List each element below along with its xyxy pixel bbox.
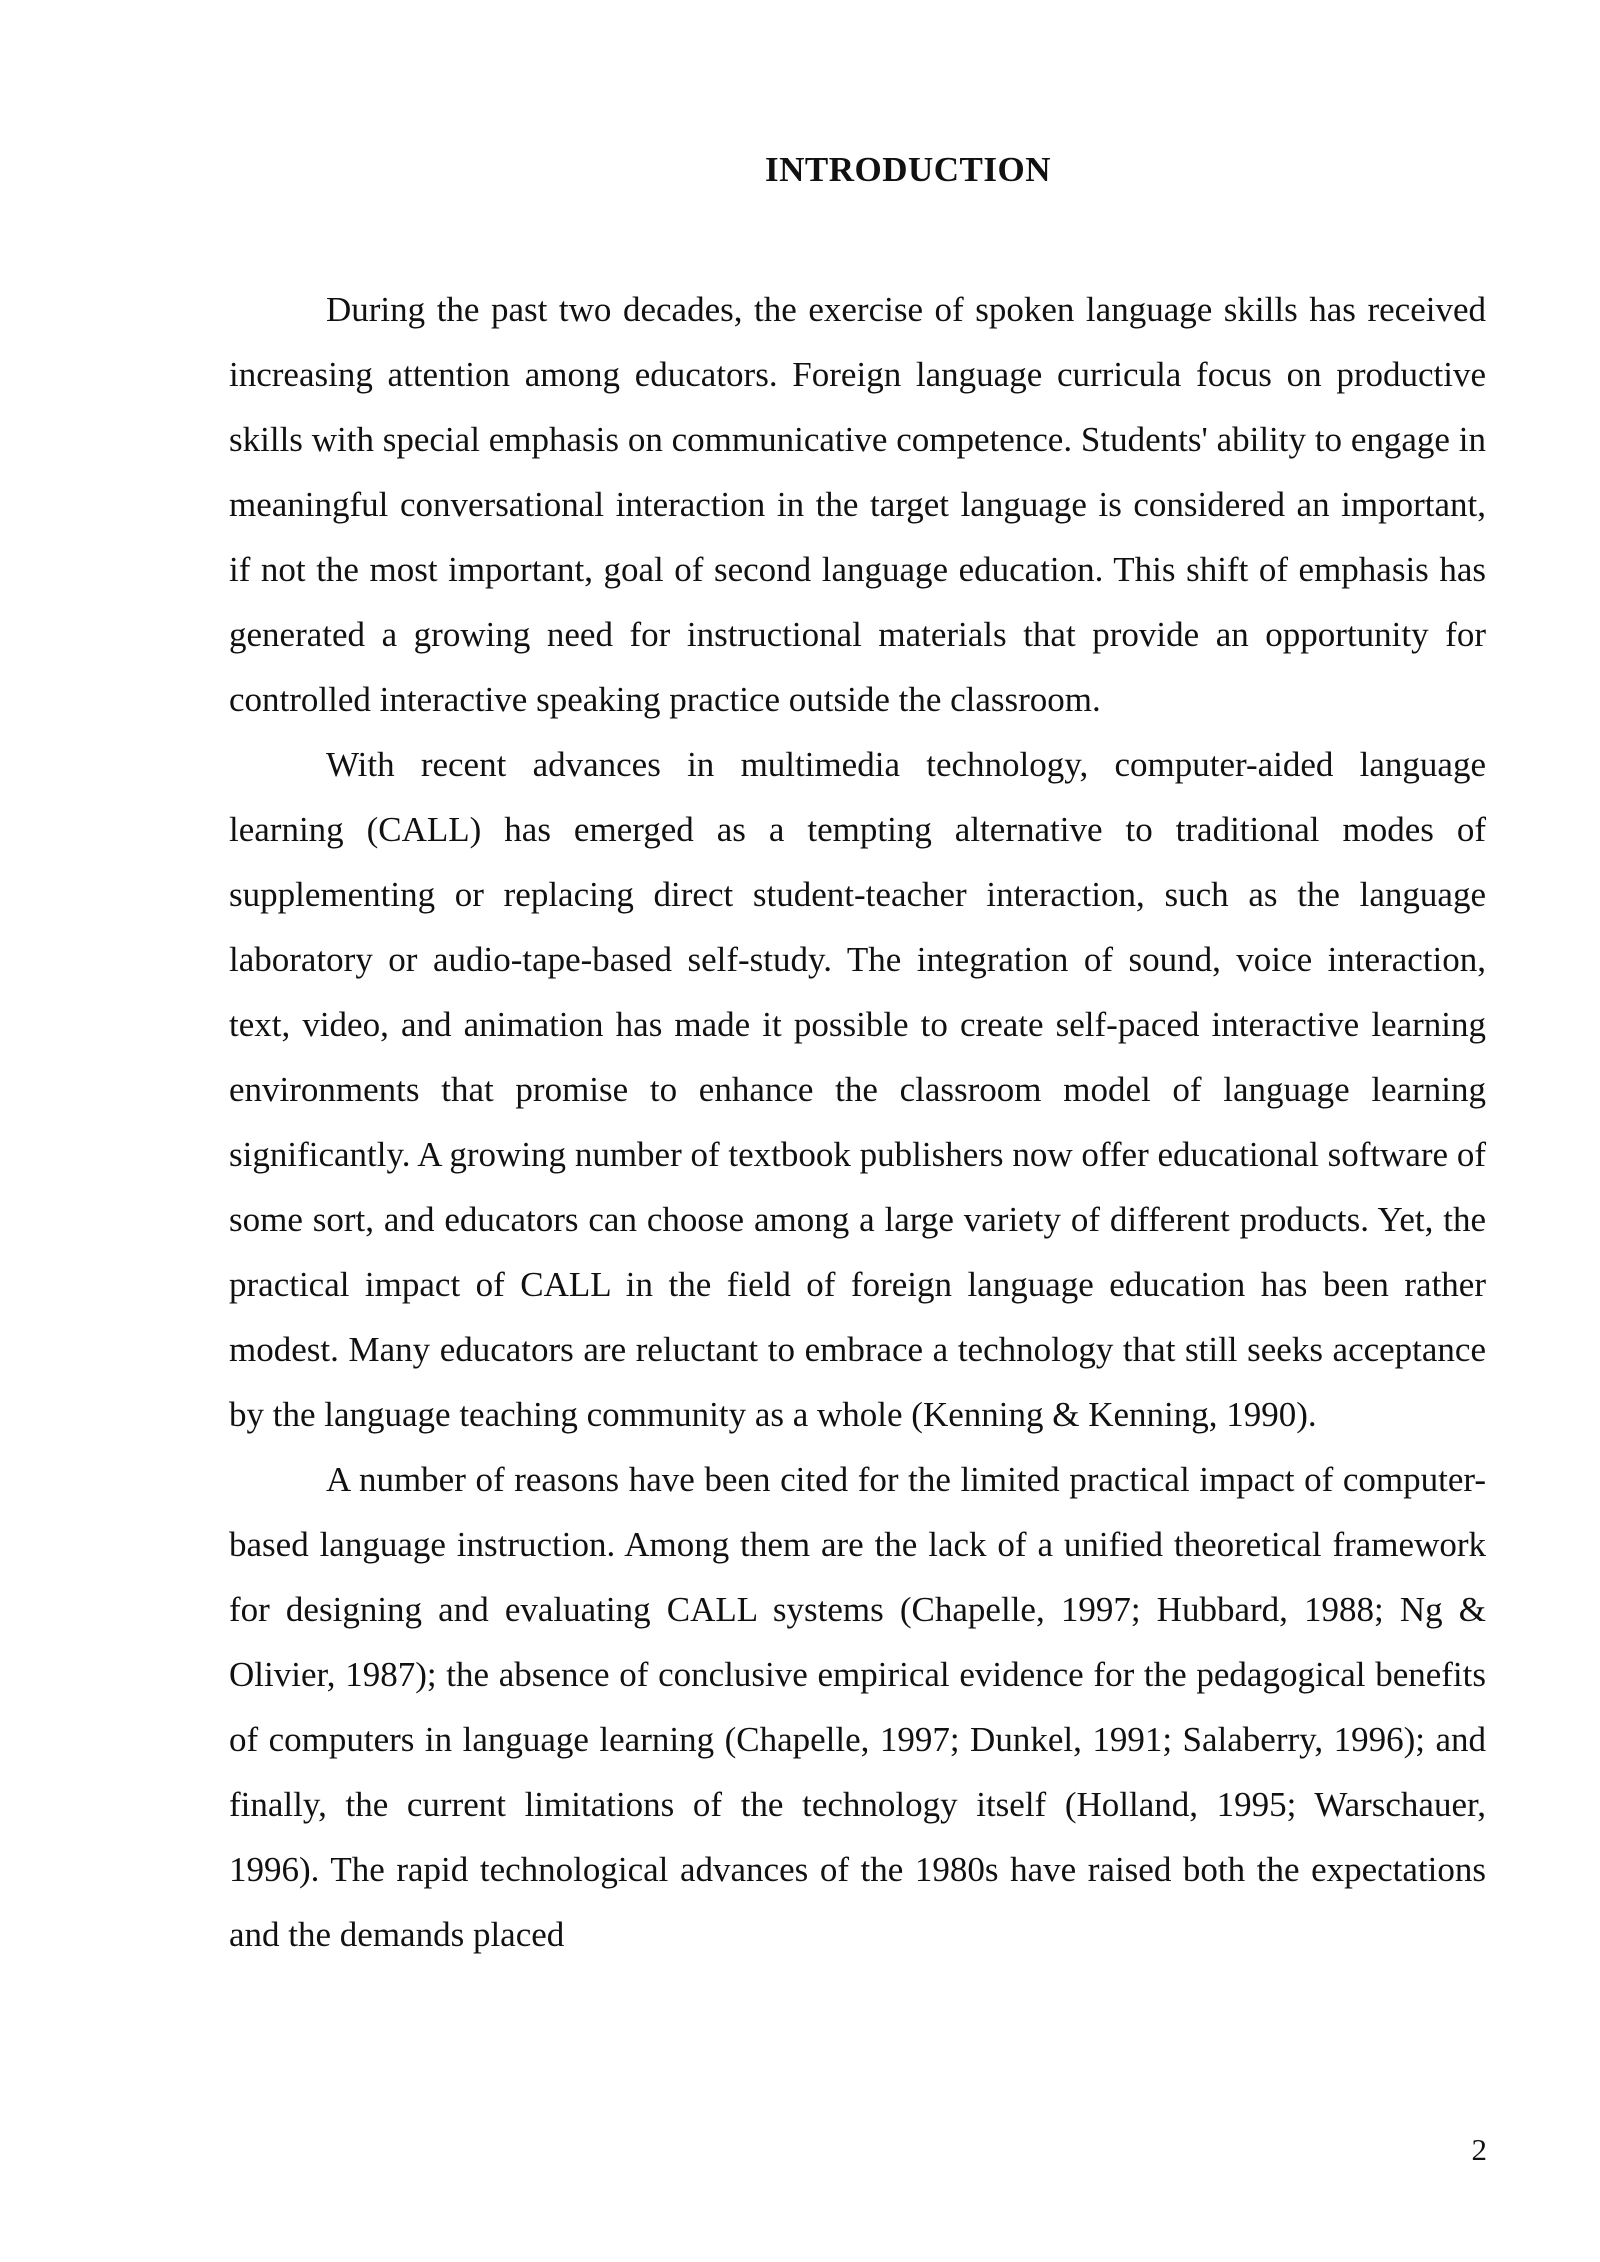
page-number: 2 [1471,2132,1487,2167]
paragraph: With recent advances in multimedia technology, computer-aided language learning (CALL) has emerged as a tempting alternative to traditional modes of supplementing or replacing direct student-teacher interaction, such as the language laboratory or audio-tape-based self-study. The integration of sound, voice interaction, text, video, and animation has made it possible to create self-paced interactive learning environments that promise to enhance the classroom model of language learning significantly. A growing number of textbook publishers now offer educational software of some sort, and educators can choose among a large variety of different products. Yet, the practical impact of CALL in the field of foreign language education has been rather modest. Many educators are reluctant to embrace a technology that still seeks acceptance by the language teaching community as a whole (Kenning & Kenning, 1990). [229,745,1486,1434]
paragraph: A number of reasons have been cited for the limited practical impact of computer-based language instruction. Among them are the lack of a unified theoretical framework for designing and evaluating CALL systems (Chapelle, 1997; Hubbard, 1988; Ng & Olivier, 1987); the absence of conclusive empirical evidence for the pedagogical benefits of computers in language learning (Chapelle, 1997; Dunkel, 1991; Salaberry, 1996); and finally, the current limitations of the technology itself (Holland, 1995; Warschauer, 1996). The rapid technological advances of the 1980s have raised both the expectations and the demands placed [229,1460,1486,1954]
section-heading [658,150,1158,190]
paragraph: During the past two decades, the exercise of spoken language skills has received increasing attention among educators. Foreign language curricula focus on productive skills with special emphasis on communicative competence. Students' ability to engage in meaningful conversational interaction in the target language is considered an important, if not the most important, goal of second language education. This shift of emphasis has generated a growing need for instructional materials that provide an opportunity for controlled interactive speaking practice outside the classroom. [229,290,1486,719]
section-heading-text: INTRODUCTION [764,150,1052,189]
body-text [229,277,1486,1967]
